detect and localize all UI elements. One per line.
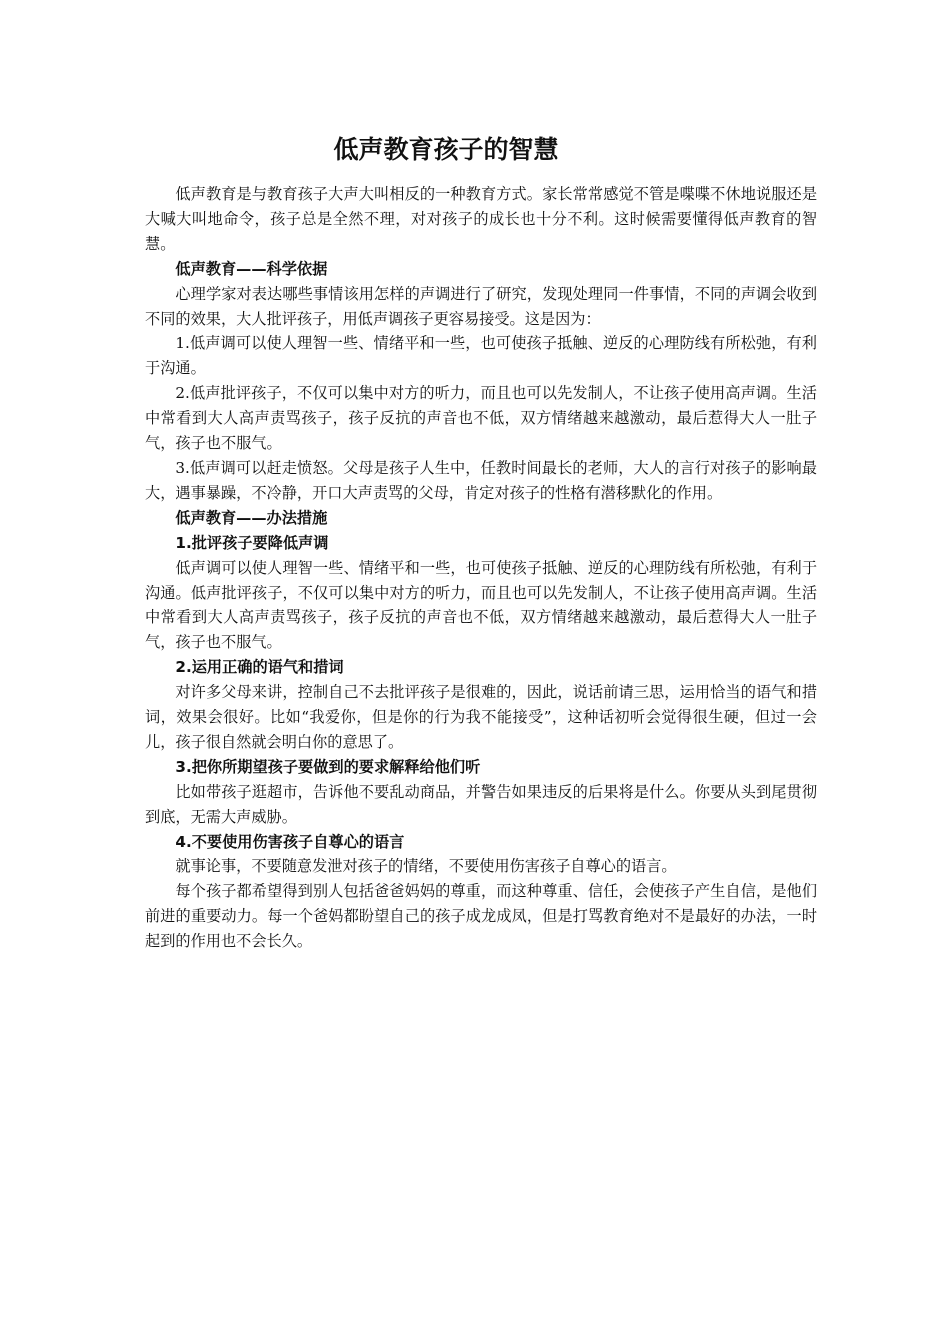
- paragraph-intro: 低声教育是与教育孩子大声大叫相反的一种教育方式。家长常常感觉不管是喋喋不休地说服还是大喊大叫地命令，孩子总是全然不理，对对孩子的成长也十分不利。这时候需要懂得低声教育的智慧。: [145, 185, 817, 253]
- heading-scientific-basis: 低声教育——科学依据: [175, 259, 328, 278]
- paragraph-method-3: 比如带孩子逛超市，告诉他不要乱动商品，并警告如果违反的后果将是什么。你要从头到尾贯彻到底，无需大声威胁。: [145, 782, 817, 826]
- paragraph-research: 心理学家对表达哪些事情该用怎样的声调进行了研究，发现处理同一件事情，不同的声调会收到不同的效果，大人批评孩子，用低声调孩子更容易接受。这是因为：: [145, 284, 817, 328]
- paragraph-method-4: 就事论事，不要随意发泄对孩子的情绪，不要使用伤害孩子自尊心的语言。: [175, 857, 677, 876]
- document-title: 低声教育孩子的智慧: [333, 135, 559, 164]
- paragraph-method-2: 对许多父母来讲，控制自己不去批评孩子是很难的，因此，说话前请三思，运用恰当的语气和措词，效果会很好。比如“我爱你，但是你的行为我不能接受”，这种话初听会觉得很生硬，但过一会儿，孩子很自然就会明白你的意思了。: [145, 683, 817, 751]
- paragraph-conclusion: 每个孩子都希望得到别人包括爸爸妈妈的尊重，而这种尊重、信任，会使孩子产生自信，是他们前进的重要动力。每一个爸妈都盼望自己的孩子成龙成凤，但是打骂教育绝对不是最好的办法，一时起到的作用也不会长久。: [145, 882, 817, 951]
- document-body: [145, 128, 817, 954]
- paragraph-reason-1: 1.低声调可以使人理智一些、情绪平和一些，也可使孩子抵触、逆反的心理防线有所松弛，有利于沟通。: [145, 334, 817, 378]
- heading-method-4: 4.不要使用伤害孩子自尊心的语言: [175, 832, 405, 851]
- heading-methods: 低声教育——办法措施: [175, 508, 328, 527]
- paragraph-method-1: 低声调可以使人理智一些、情绪平和一些，也可使孩子抵触、逆反的心理防线有所松弛，有利于沟通。低声批评孩子，不仅可以集中对方的听力，而且也可以先发制人，不让孩子使用高声调。生活中常看到大人高声责骂孩子，孩子反抗的声音也不低，双方情绪越来越激动，最后惹得大人一肚子气，孩子也不服气。: [145, 558, 817, 652]
- heading-method-1: 1.批评孩子要降低声调: [175, 533, 329, 552]
- heading-method-2: 2.运用正确的语气和措词: [175, 658, 344, 677]
- paragraph-reason-2: 2.低声批评孩子，不仅可以集中对方的听力，而且也可以先发制人，不让孩子使用高声调。生活中常看到大人高声责骂孩子，孩子反抗的声音也不低，双方情绪越来越激动，最后惹得大人一肚子气，孩子也不服气。: [145, 384, 817, 453]
- heading-method-3: 3.把你所期望孩子要做到的要求解释给他们听: [175, 757, 481, 776]
- paragraph-reason-3: 3.低声调可以赶走愤怒。父母是孩子人生中，任教时间最长的老师，大人的言行对孩子的影响最大，遇事暴躁，不冷静，开口大声责骂的父母，肯定对孩子的性格有潜移默化的作用。: [145, 458, 817, 502]
